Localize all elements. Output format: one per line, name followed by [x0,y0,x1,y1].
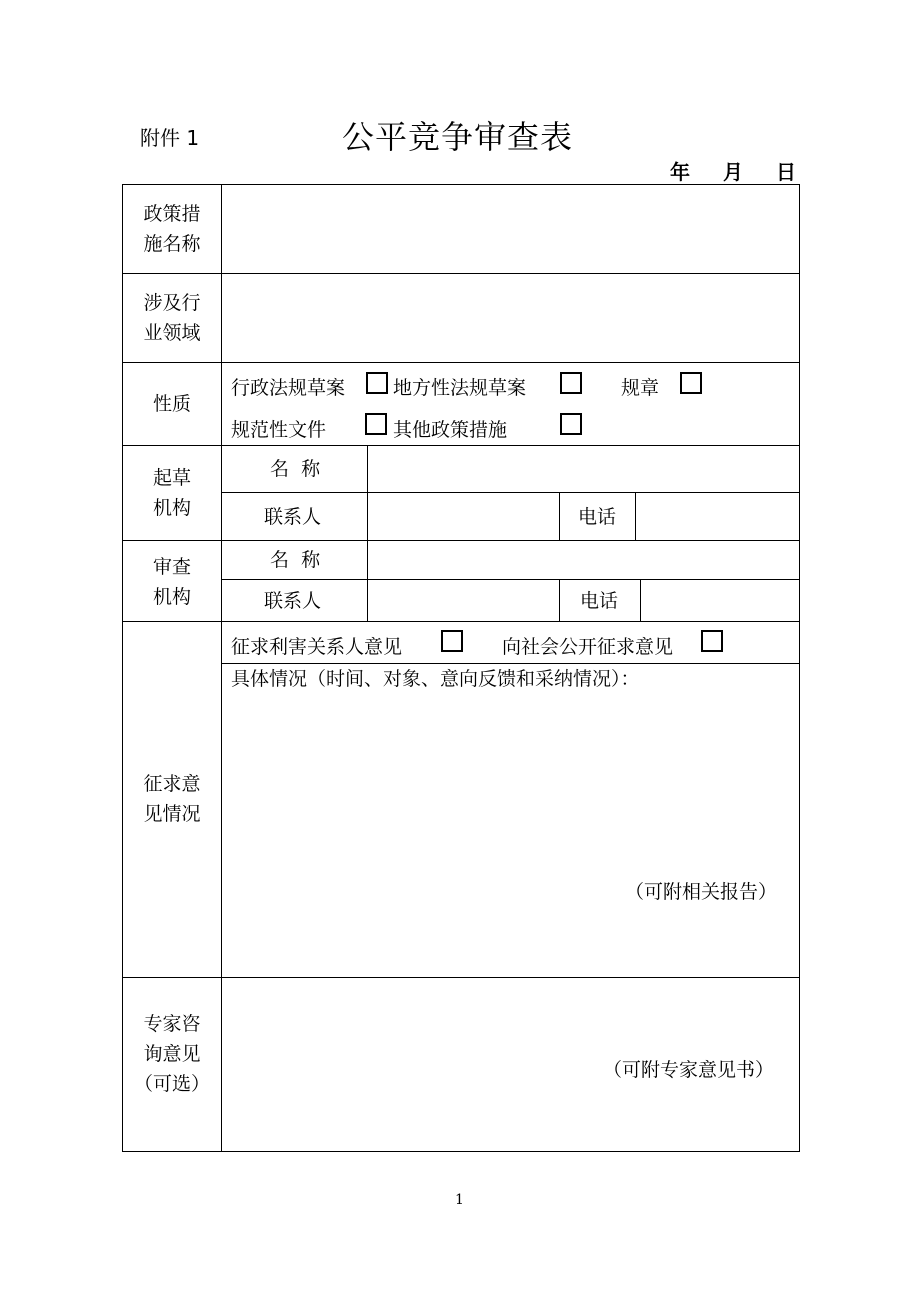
drafting-org-name-label: 名 称 [270,458,321,480]
attachment-label: 附件 1 [140,126,200,150]
consultation-label: 征求意 见情况 [143,773,201,825]
drafting-org-phone-label: 电话 [578,506,617,528]
checkbox-stakeholder-consultation[interactable] [441,630,463,652]
page-title: 公平竞争审查表 [342,118,574,156]
table-border-right [799,184,800,1152]
review-org-name-label: 名 称 [270,549,321,571]
option-local-regulation-draft: 地方性法规草案 [393,377,527,399]
industry-label: 涉及行 业领域 [143,292,201,344]
industry-field[interactable] [222,274,799,362]
consultation-detail-field[interactable] [222,694,799,976]
page-number: 1 [455,1192,464,1208]
drafting-org-name-field[interactable] [368,446,799,492]
checkbox-normative-doc[interactable] [365,413,387,435]
checkbox-other-policy[interactable] [560,413,582,435]
date-year: 年 [670,160,692,184]
checkbox-local-regulation-draft[interactable] [560,372,582,394]
table-border-bottom [122,1151,800,1152]
row-divider [122,362,800,363]
checkbox-admin-regulation-draft[interactable] [366,372,388,394]
review-org-name-field[interactable] [368,541,799,579]
consultation-attach-note: （可附相关报告） [625,881,778,903]
option-public-consultation: 向社会公开征求意见 [502,636,674,658]
review-org-label: 审查 机构 [152,556,191,608]
expert-label: 专家咨 询意见 （可选） [133,1013,210,1095]
option-rules: 规章 [621,377,660,399]
review-org-phone-label: 电话 [580,590,619,612]
nature-label: 性质 [152,393,191,415]
review-org-contact-field[interactable] [368,580,559,621]
checkbox-public-consultation[interactable] [701,630,723,652]
subrow-divider [221,663,800,664]
subcol-divider [559,492,560,540]
option-stakeholder-consultation: 征求利害关系人意见 [231,636,403,658]
option-admin-regulation-draft: 行政法规草案 [231,377,346,399]
drafting-org-label: 起草 机构 [152,467,191,519]
drafting-org-contact-field[interactable] [368,493,559,540]
drafting-org-phone-field[interactable] [636,493,799,540]
consultation-detail-label: 具体情况（时间、对象、意向反馈和采纳情况）： [231,668,640,690]
checkbox-rules[interactable] [680,372,702,394]
policy-name-label: 政策措 施名称 [143,203,201,255]
policy-name-field[interactable] [222,185,799,273]
expert-attach-note: （可附专家意见书） [603,1059,775,1081]
drafting-org-contact-label: 联系人 [264,506,322,528]
subcol-divider [559,579,560,621]
option-other-policy: 其他政策措施 [393,419,508,441]
row-divider [122,621,800,622]
date-line [670,156,798,185]
review-org-contact-label: 联系人 [264,590,322,612]
review-org-phone-field[interactable] [641,580,799,621]
option-normative-doc: 规范性文件 [231,419,327,441]
date-day: 日 [775,160,798,184]
date-month: 月 [722,160,745,184]
